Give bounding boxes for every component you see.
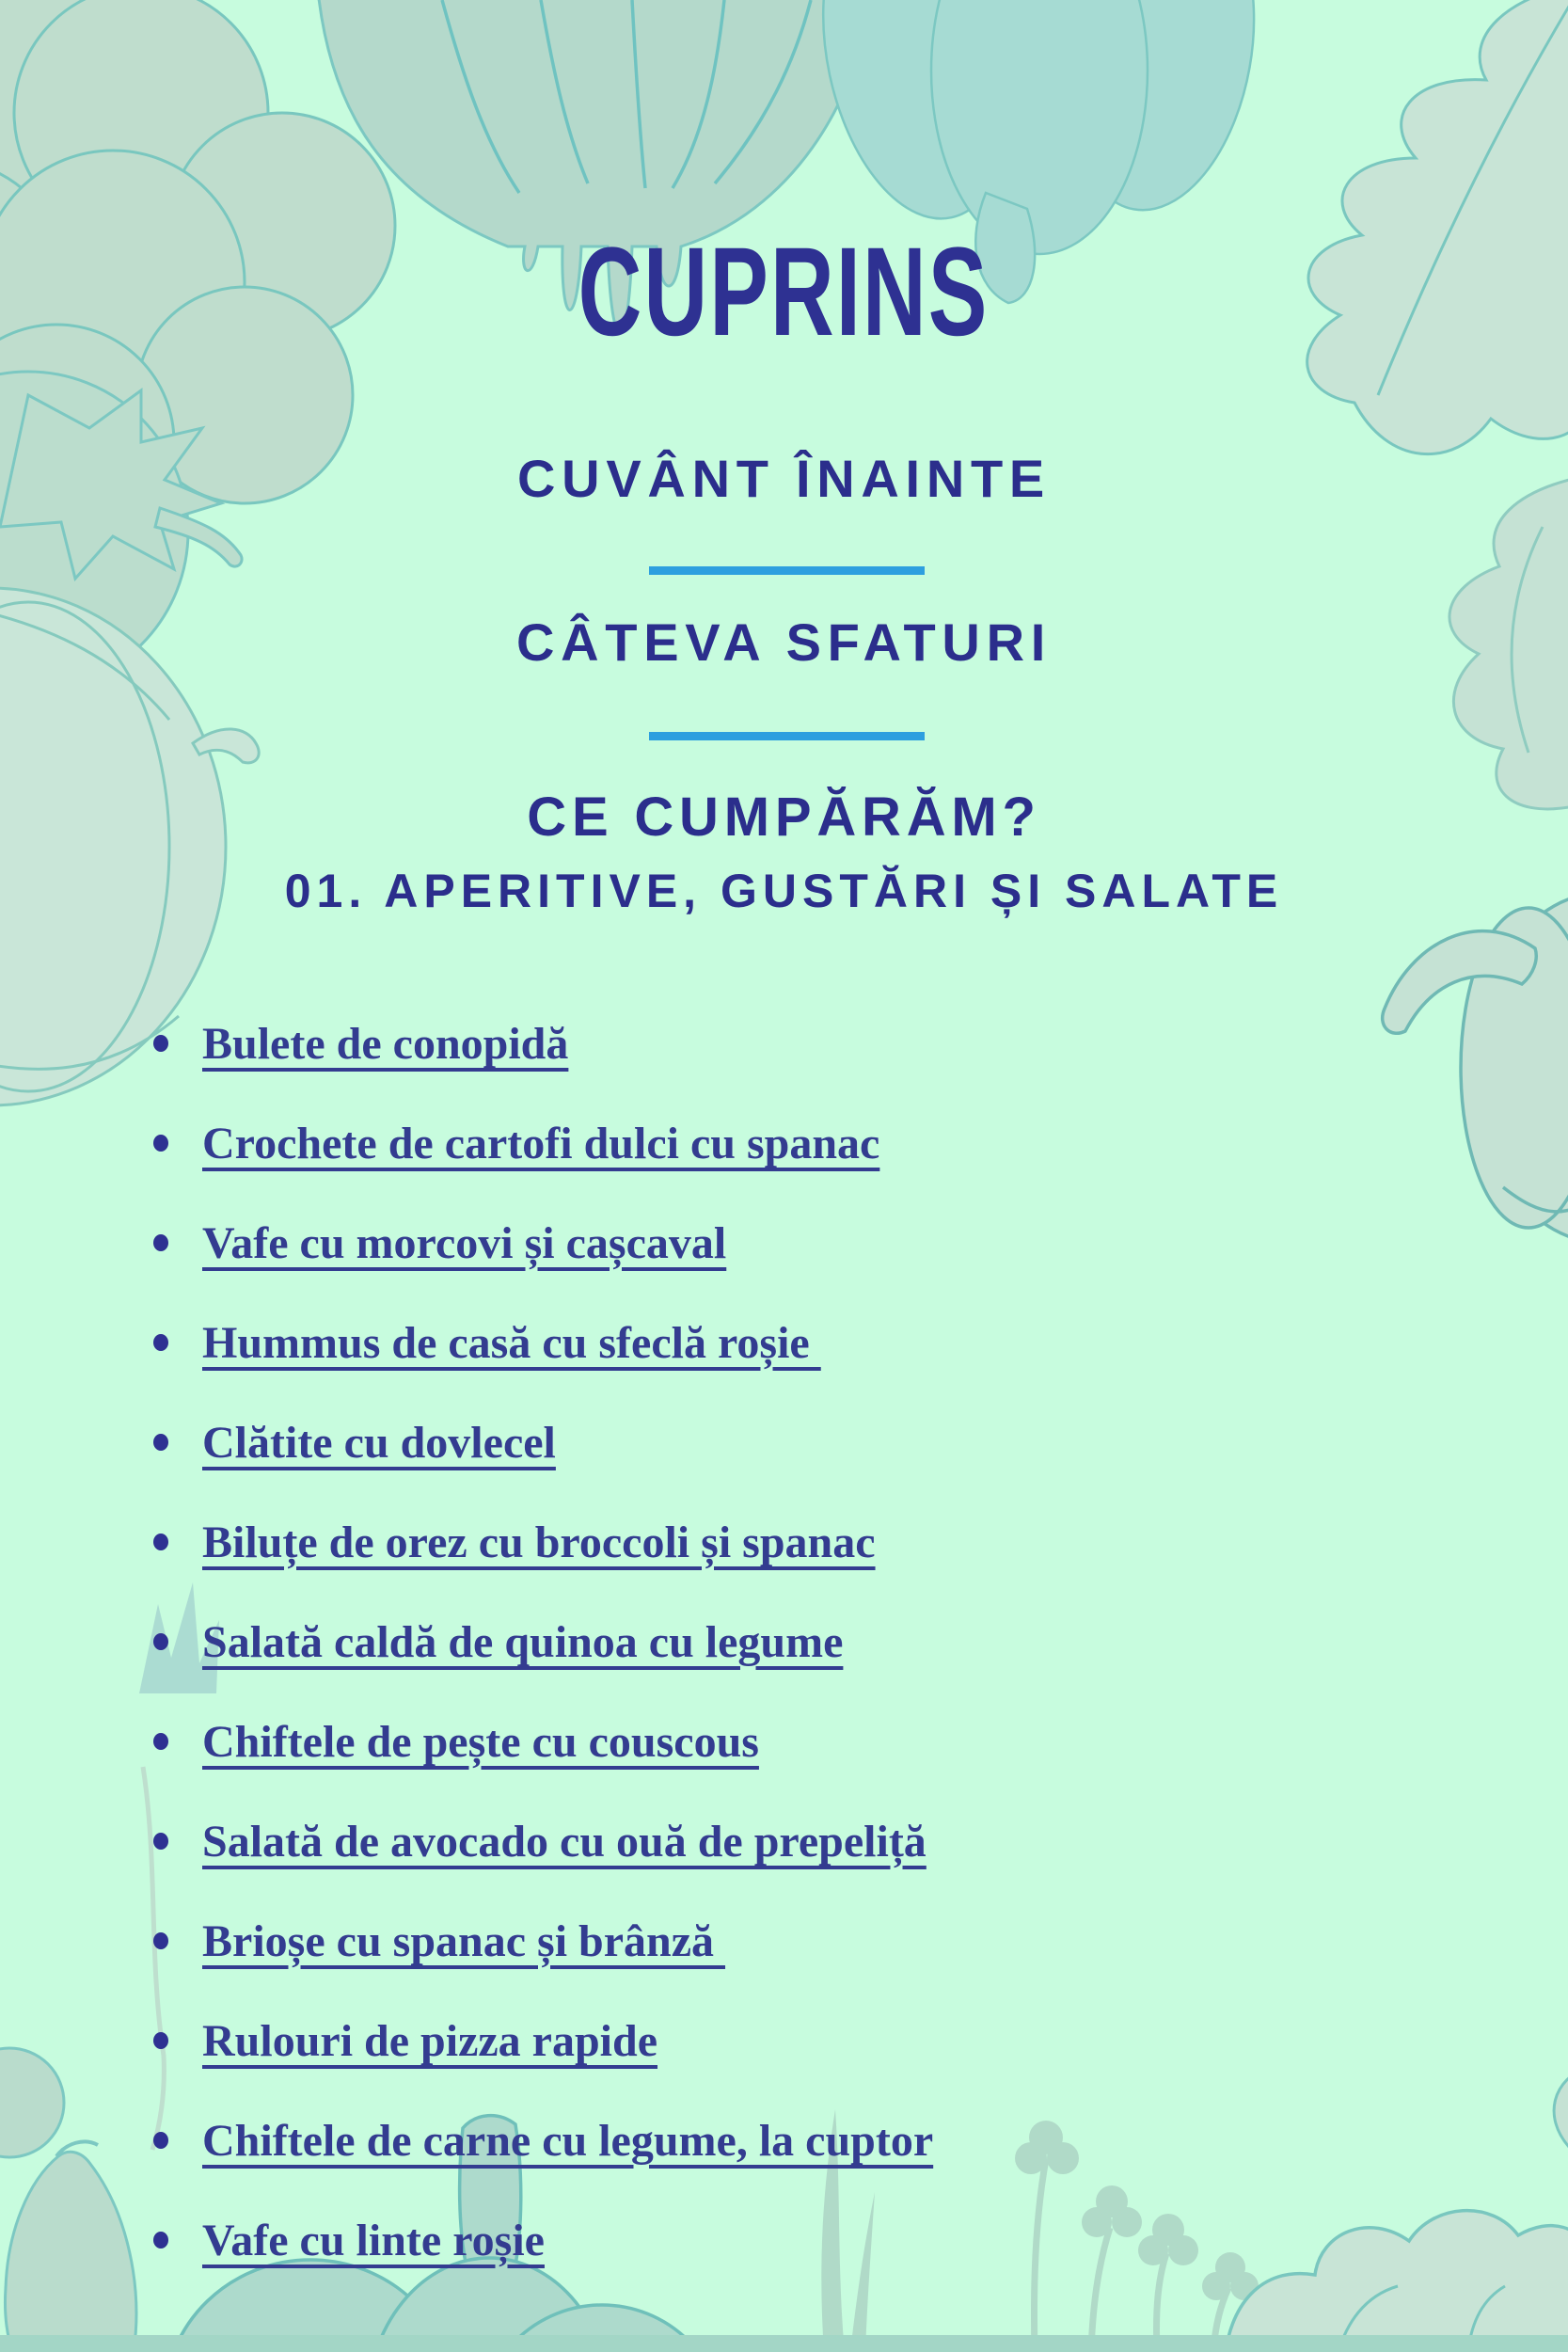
bullet-icon — [153, 2132, 168, 2149]
divider-line — [649, 732, 925, 740]
list-item — [153, 1121, 933, 1167]
list-item — [153, 1617, 933, 1667]
list-item — [153, 1218, 933, 1268]
recipe-link[interactable]: Hummus de casă cu sfeclă roșie — [202, 1318, 821, 1368]
bullet-icon — [153, 1135, 168, 1152]
category-heading: 01. APERITIVE, GUSTĂRI ȘI SALATE — [284, 865, 1284, 917]
bullet-icon — [153, 1733, 168, 1750]
recipe-link[interactable]: Vafe cu morcovi și cașcaval — [202, 1218, 727, 1268]
bullet-icon — [153, 1334, 168, 1351]
list-item — [153, 1418, 933, 1468]
bullet-icon — [153, 1633, 168, 1650]
recipe-link[interactable]: Salată caldă de quinoa cu legume — [202, 1617, 844, 1667]
recipe-link[interactable]: Rulouri de pizza rapide — [202, 2016, 658, 2066]
bullet-icon — [153, 1035, 168, 1052]
bullet-icon — [153, 1833, 168, 1850]
recipe-link[interactable]: Bulete de conopidă — [202, 1019, 569, 1069]
page-title — [0, 222, 1568, 362]
recipe-link[interactable]: Chiftele de carne cu legume, la cuptor — [202, 2116, 934, 2166]
bullet-icon — [153, 1234, 168, 1251]
bullet-icon — [153, 1434, 168, 1451]
recipe-link[interactable]: Biluțe de orez cu broccoli și spanac — [202, 1518, 876, 1567]
bullet-icon — [153, 1534, 168, 1550]
toc-section-cuvant-inainte: CUVÂNT ÎNAINTE — [517, 449, 1051, 508]
bullet-icon — [153, 2232, 168, 2249]
bullet-icon — [153, 1932, 168, 1949]
list-item — [153, 1520, 933, 1565]
page-title-text: CUPRINS — [578, 222, 990, 362]
divider-line — [649, 566, 925, 575]
recipe-list — [153, 1019, 934, 2318]
list-item — [153, 1916, 933, 1966]
list-item — [153, 1019, 933, 1069]
list-item — [153, 1817, 933, 1867]
recipe-link[interactable]: Vafe cu linte roșie — [202, 2216, 545, 2265]
recipe-link[interactable]: Brioșe cu spanac și brânză — [202, 1916, 726, 1966]
recipe-link[interactable]: Chiftele de pește cu couscous — [202, 1717, 759, 1767]
list-item — [153, 2218, 933, 2264]
list-item — [153, 1318, 933, 1368]
recipe-link[interactable]: Clătite cu dovlecel — [202, 1418, 556, 1468]
list-item — [153, 2116, 934, 2166]
bullet-icon — [153, 2032, 168, 2049]
toc-section-ce-cumparam: CE CUMPĂRĂM? — [527, 787, 1041, 848]
recipe-link[interactable]: Crochete de cartofi dulci cu spanac — [202, 1119, 880, 1168]
toc-section-cateva-sfaturi: CÂTEVA SFATURI — [515, 612, 1053, 672]
list-item — [153, 1717, 933, 1767]
recipe-link[interactable]: Salată de avocado cu ouă de prepeliță — [202, 1817, 927, 1867]
list-item — [153, 2016, 933, 2066]
